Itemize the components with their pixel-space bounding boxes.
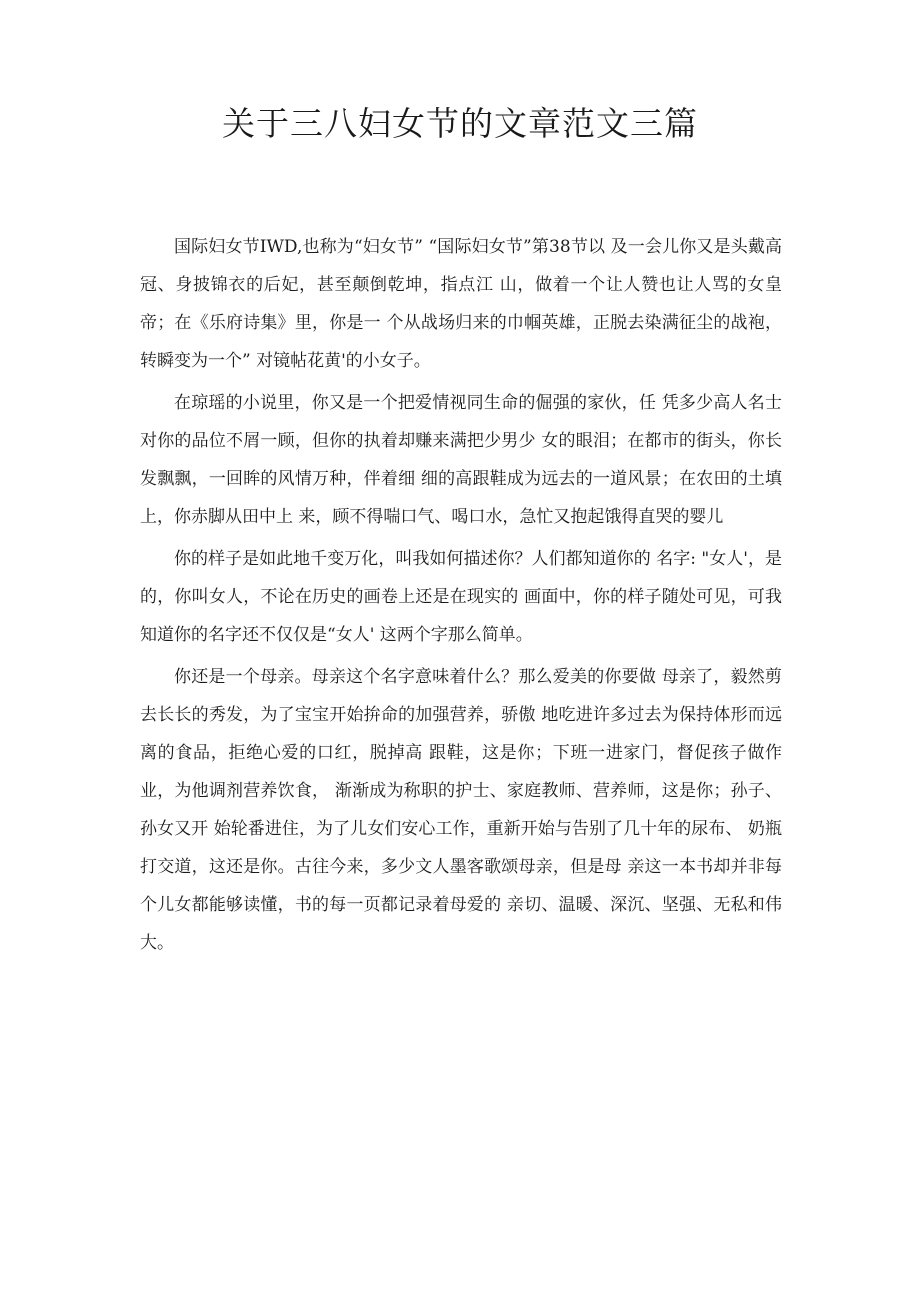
document-title: 关于三八妇女节的文章范文三篇 (222, 104, 698, 143)
document-body (140, 228, 782, 966)
paragraph-2: 在琼瑶的小说里，你又是一个把爱情视同生命的倔强的家伙，任 凭多少高人名士对你的品位不屑一顾，但你的执着却赚来满把少男少 女的眼泪；在都市的街头，你长发飘飘，一回眸的风情万种，伴着细 细的高跟鞋成为远去的一道风景；在农田的土填上，你赤脚从田中上 来，顾不得喘口气、喝口水，急忙又抱起饿得直哭的婴儿 (140, 393, 782, 527)
paragraph-4: 你还是一个母亲。母亲这个名字意味着什么？那么爱美的你要做 母亲了，毅然剪去长长的秀发，为了宝宝开始拚命的加强营养，骄傲 地吃进许多过去为保持体形而远离的食品，拒绝心爱的口红，脱掉高 跟鞋，这是你；下班一进家门，督促孩子做作业，为他调剂营养饮食， 渐渐成为称职的护士、家庭教师、营养师，这是你；孙子、孙女又开 始轮番进住，为了儿女们安心工作，重新开始与告别了几十年的尿布、 奶瓶打交道，这还是你。古往今来，多少文人墨客歌颂母亲，但是母 亲这一本书却并非每个儿女都能够读懂，书的每一页都记录着母爱的 亲切、温暖、深沉、坚强、无私和伟大。 (140, 667, 782, 953)
paragraph-3: 你的样子是如此地千变万化，叫我如何描述你？人们都知道你的 名字: "女人'，是的，你叫女人，不论在历史的画卷上还是在现实的 画面中，你的样子随处可见，可我知道你的名字还不仅仅是“女人' 这两个字那么简单。 (140, 549, 782, 645)
paragraph-1: 国际妇女节IWD,也称为“妇女节” “国际妇女节”第38节以 及一会儿你又是头戴高冠、身披锦衣的后妃，甚至颠倒乾坤，指点江 山，做着一个让人赞也让人骂的女皇帝；在《乐府诗集》里，你是一 个从战场归来的巾帼英雄，正脱去染满征尘的战袍，转瞬变为一个” 对镜帖花黄'的小女子。 (140, 237, 782, 371)
